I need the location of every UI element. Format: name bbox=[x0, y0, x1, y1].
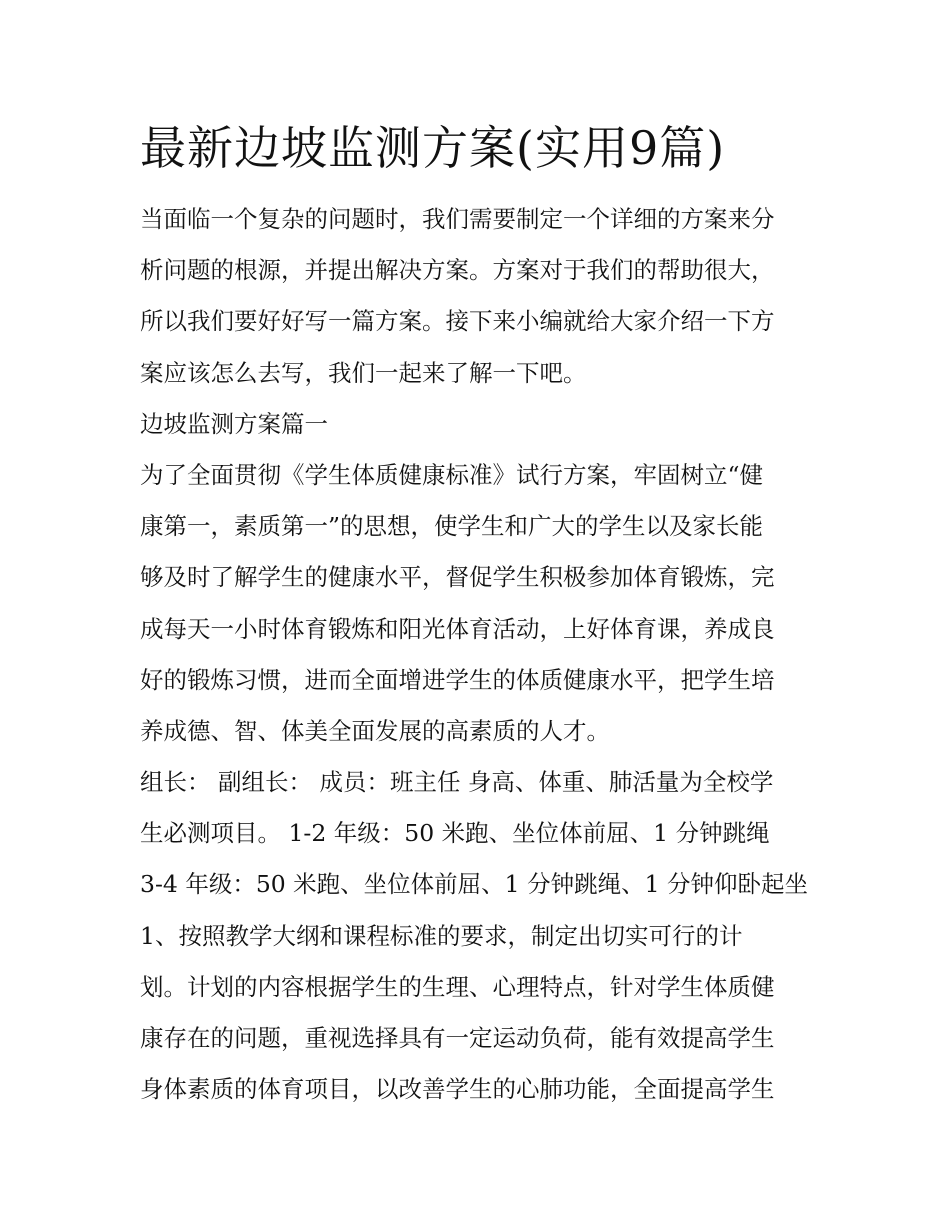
text-line: 养成德、智、体美全面发展的高素质的人才。 bbox=[140, 716, 610, 745]
text-line: 成每天一小时体育锻炼和阳光体育活动，上好体育课，养成良 bbox=[140, 614, 775, 643]
text-line: 为了全面贯彻《学生体质健康标准》试行方案，牢固树立“健 bbox=[140, 460, 764, 489]
text-line: 身体素质的体育项目，以改善学生的心肺功能，全面提高学生 bbox=[140, 1075, 775, 1104]
document-body bbox=[140, 194, 815, 1115]
text-line: 康存在的问题，重视选择具有一定运动负荷，能有效提高学生 bbox=[140, 1024, 775, 1052]
text-line: 3-4 年级：50 米跑、坐位体前屈、1 分钟跳绳、1 分钟仰卧起坐 bbox=[140, 870, 809, 899]
text-line: 1、按照教学大纲和课程标准的要求，制定出切实可行的计 bbox=[140, 921, 743, 950]
section-heading: 边坡监测方案篇一 bbox=[140, 409, 328, 438]
text-line: 组长： 副组长： 成员：班主任 身高、体重、肺活量为全校学 bbox=[140, 768, 774, 797]
text-line: 好的锻炼习惯，进而全面增进学生的体质健康水平，把学生培 bbox=[140, 665, 775, 694]
document-title: 最新边坡监测方案(实用9篇) bbox=[140, 121, 726, 175]
text-line: 够及时了解学生的健康水平，督促学生积极参加体育锻炼，完 bbox=[140, 563, 775, 592]
text-line: 划。计划的内容根据学生的生理、心理特点，针对学生体质健 bbox=[140, 972, 775, 1001]
text-line: 当面临一个复杂的问题时，我们需要制定一个详细的方案来分 bbox=[140, 205, 775, 233]
text-line: 所以我们要好好写一篇方案。接下来小编就给大家介绍一下方 bbox=[140, 307, 775, 336]
text-line: 康第一，素质第一”的思想，使学生和广大的学生以及家长能 bbox=[140, 512, 764, 541]
text-line: 析问题的根源，并提出解决方案。方案对于我们的帮助很大， bbox=[140, 256, 775, 285]
text-line: 生必测项目。 1-2 年级：50 米跑、坐位体前屈、1 分钟跳绳 bbox=[140, 819, 770, 848]
text-line: 案应该怎么去写，我们一起来了解一下吧。 bbox=[140, 358, 587, 387]
document-page bbox=[140, 112, 815, 1115]
